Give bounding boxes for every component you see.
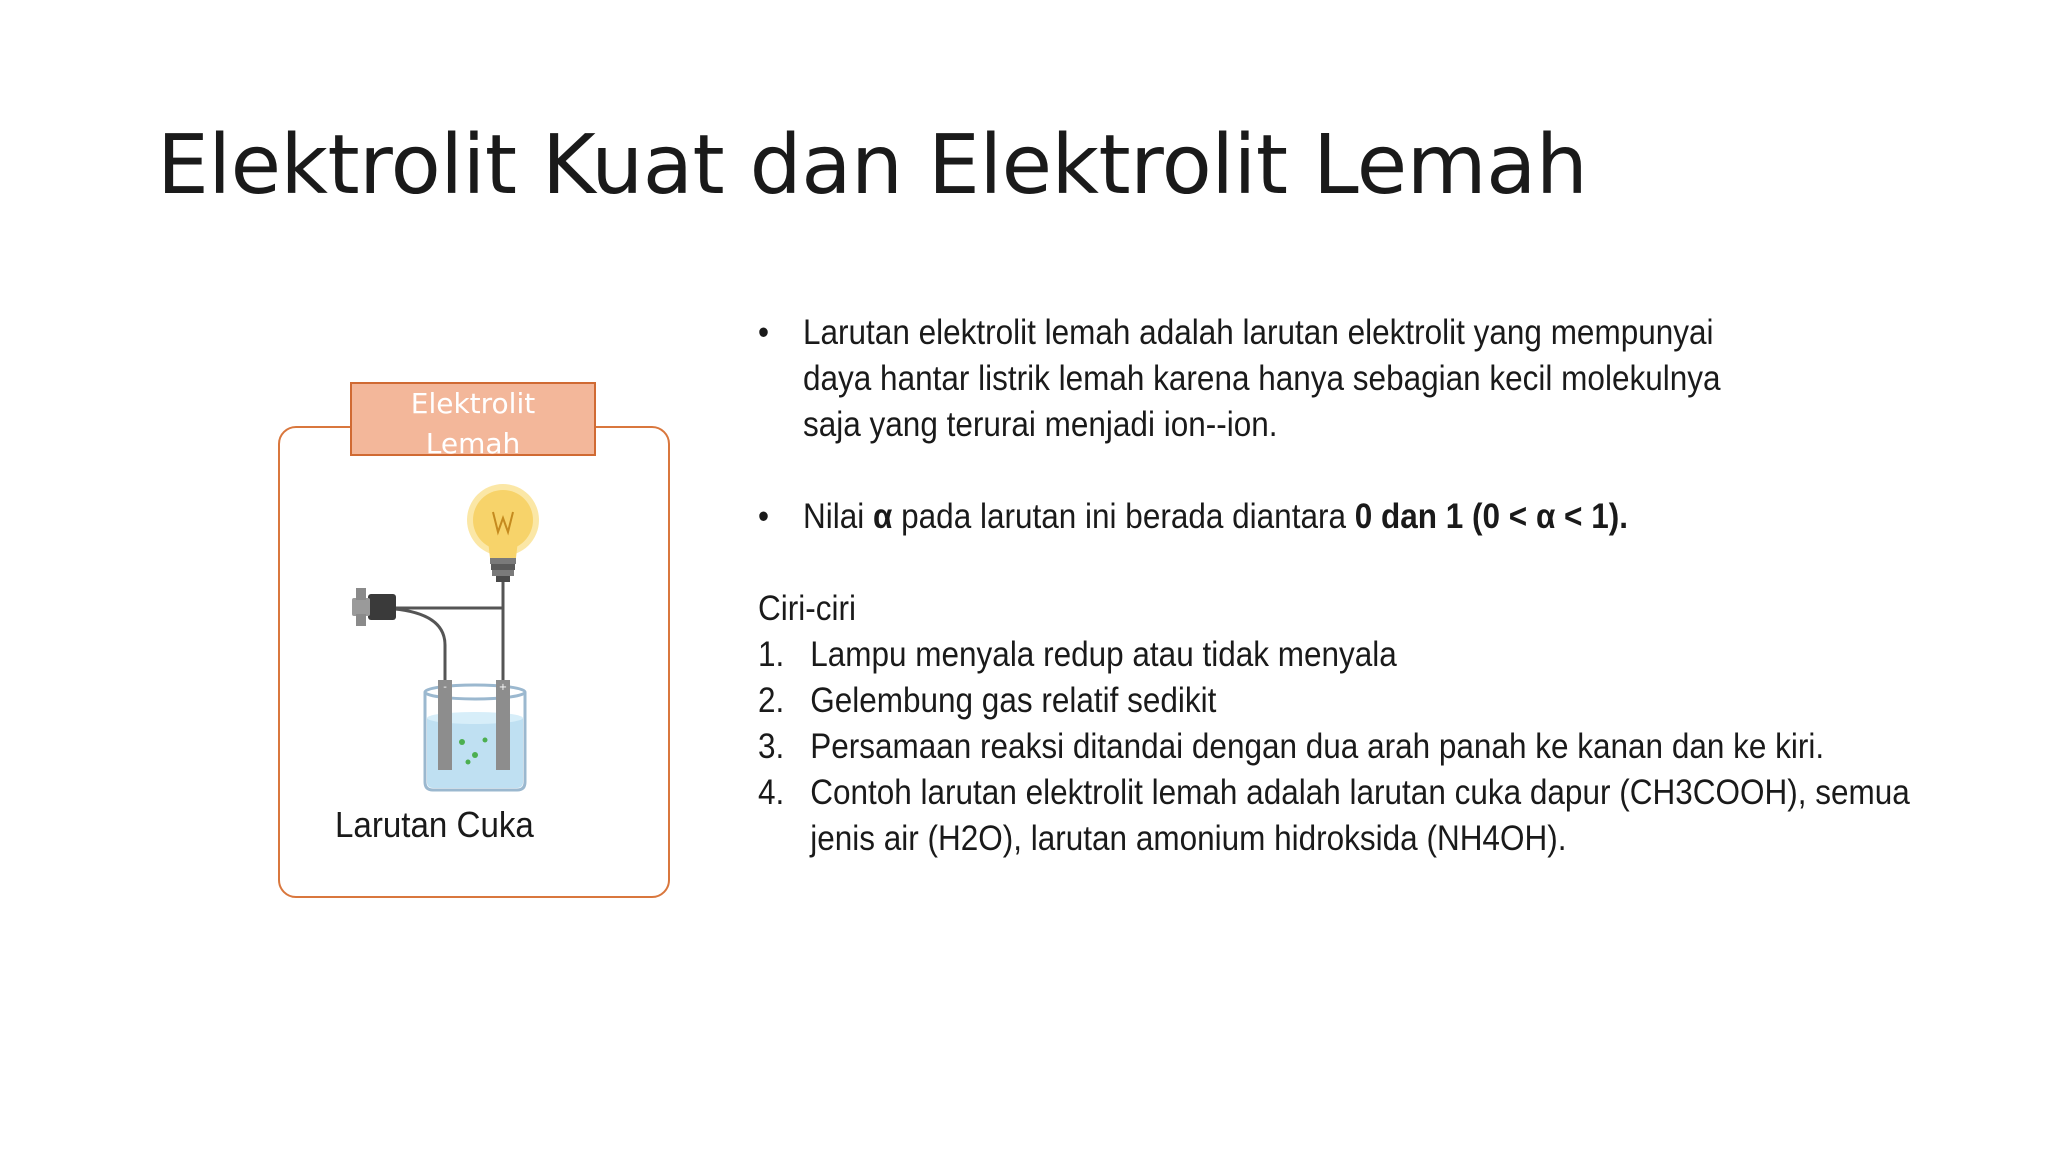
list-item xyxy=(758,770,1944,862)
list-number: 3. xyxy=(758,727,785,766)
card-caption: Larutan Cuka xyxy=(335,804,534,845)
alpha-symbol: α xyxy=(873,497,893,536)
list-text: Lampu menyala redup atau tidak menyala xyxy=(810,635,1397,674)
light-bulb-icon xyxy=(467,484,539,582)
bullet-marker: • xyxy=(758,497,770,536)
beaker-icon xyxy=(425,680,525,790)
list-number: 2. xyxy=(758,681,785,720)
slide-title: Elektrolit Kuat dan Elektrolit Lemah xyxy=(157,118,1588,213)
card-tab xyxy=(350,382,596,460)
card-tab-line2: Lemah xyxy=(425,427,521,460)
svg-text:+: + xyxy=(498,682,508,693)
bullet-middle: pada larutan ini berada diantara xyxy=(892,497,1355,536)
content-text xyxy=(758,310,1918,862)
electrolysis-apparatus xyxy=(350,470,580,800)
list-text: Gelembung gas relatif sedikit xyxy=(810,681,1217,720)
battery-icon xyxy=(352,588,396,626)
list-item xyxy=(758,678,1944,724)
list-number: 4. xyxy=(758,773,785,812)
bullet-prefix: Nilai xyxy=(803,497,874,536)
alpha-range: 0 dan 1 (0 < α < 1). xyxy=(1354,497,1628,536)
ciri-title: Ciri-ciri xyxy=(758,589,856,628)
bullet-marker: • xyxy=(758,313,770,352)
bullet-alpha xyxy=(758,494,1766,540)
list-text: Contoh larutan elektrolit lemah adalah larutan cuka dapur (CH3COOH), semua jenis air (H2O), larutan amonium hidroksida (NH4OH). xyxy=(810,773,1910,858)
bullet-definition xyxy=(758,310,1766,448)
list-item xyxy=(758,724,1944,770)
svg-text:-: - xyxy=(443,682,447,693)
list-item xyxy=(758,632,1944,678)
bullet-text: Larutan elektrolit lemah adalah larutan elektrolit yang mempunyai daya hantar listrik lemah karena hanya sebagian kecil molekulnya saja yang terurai menjadi ion--ion. xyxy=(803,313,1721,444)
card-tab-line1: Elektrolit xyxy=(410,387,536,420)
list-text: Persamaan reaksi ditandai dengan dua arah panah ke kanan dan ke kiri. xyxy=(810,727,1825,766)
list-number: 1. xyxy=(758,635,785,674)
